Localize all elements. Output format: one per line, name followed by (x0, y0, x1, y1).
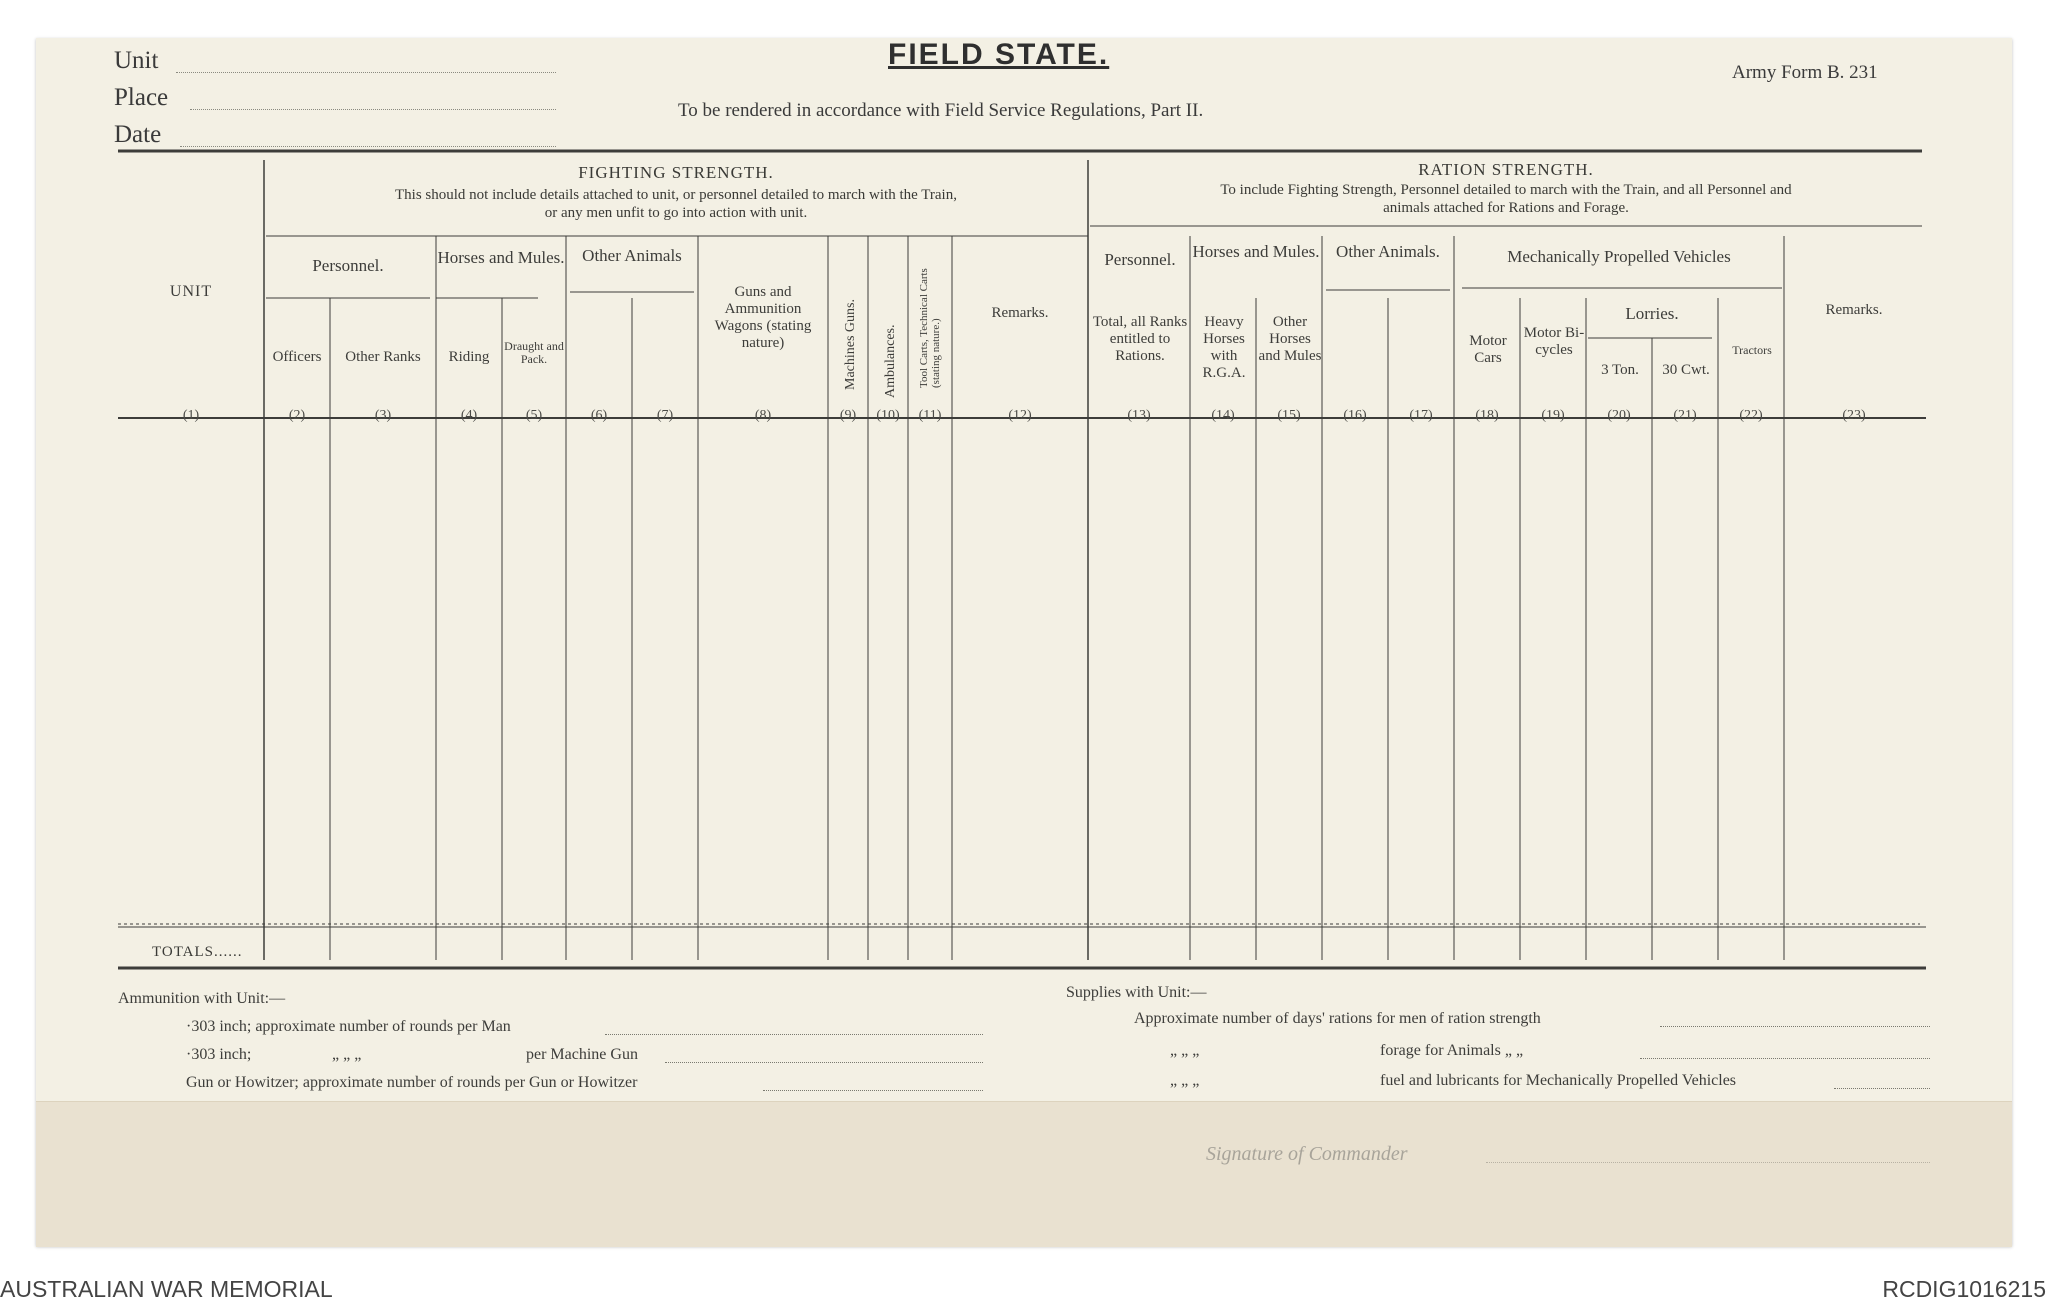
column-number: (10) (876, 408, 900, 423)
mech-vehicles-group-header: Mechanically Propelled Vehicles (1507, 247, 1731, 266)
other-horses-column-header: Other Horses and Mules (1258, 314, 1322, 364)
other-ranks-column-header: Other Ranks (345, 349, 421, 365)
remarks-ration-column-header: Remarks. (1825, 302, 1883, 318)
ammunition-title: Ammunition with Unit:— (118, 990, 286, 1007)
machine-guns-column-header: Machines Guns. (843, 299, 858, 390)
ammo-per-man-field[interactable] (605, 1034, 983, 1035)
supplies-fuel-label: fuel and lubricants for Mechanically Propelled Vehicles (1380, 1072, 1737, 1089)
place-label: Place (114, 84, 169, 111)
motor-bicycles-column-header: Motor Bi- cycles (1523, 325, 1585, 358)
fighting-strength-title: FIGHTING STRENGTH. (578, 163, 774, 182)
supplies-ditto-1: „ „ „ (1170, 1042, 1200, 1059)
column-number: (16) (1343, 408, 1367, 423)
supplies-title: Supplies with Unit:— (1066, 984, 1207, 1001)
column-number: (8) (754, 408, 772, 423)
remarks-column-header: Remarks. (991, 305, 1049, 321)
column-number: (13) (1127, 408, 1151, 423)
signature-label: Signature of Commander (1206, 1143, 1408, 1165)
ammo-gun-label: Gun or Howitzer; approximate number of rounds per Gun or Howitzer (186, 1074, 638, 1091)
supplies-ditto-2: „ „ „ (1170, 1072, 1200, 1089)
other-animals-ration-group-header: Other Animals. (1336, 242, 1440, 261)
unit-column-header: UNIT (169, 283, 213, 300)
supplies-fuel-field[interactable] (1834, 1088, 1930, 1089)
column-number: (7) (656, 408, 674, 423)
ammo-mg-ditto: „ „ „ (332, 1046, 362, 1063)
officers-column-header: Officers (272, 349, 322, 365)
tractors-column-header: Tractors (1732, 343, 1772, 357)
column-number: (20) (1607, 408, 1631, 423)
column-number: (22) (1739, 408, 1763, 423)
signature-field[interactable] (1486, 1162, 1930, 1163)
machine-guns-column-header-cell (836, 270, 866, 390)
draught-pack-column-header: Draught and Pack. (504, 339, 564, 366)
tool-carts-column-header: Tool Carts, Technical Carts (stating nature.) (918, 268, 942, 388)
guns-ammunition-column-header: Guns and Ammunition Wagons (stating nature) (714, 284, 812, 351)
ammo-per-mg-field[interactable] (665, 1062, 983, 1063)
supplies-rations-label: Approximate number of days' rations for men of ration strength (1134, 1010, 1541, 1027)
heavy-horses-column-header: Heavy Horses with R.G.A. (1202, 314, 1246, 381)
thirty-cwt-column-header: 30 Cwt. (1662, 362, 1710, 378)
column-number: (18) (1475, 408, 1499, 423)
column-number: (17) (1409, 408, 1433, 423)
supplies-forage-field[interactable] (1640, 1058, 1930, 1059)
ration-strength-note-1: To include Fighting Strength, Personnel detailed to march with the Train, and all Personnel and (1220, 182, 1792, 198)
tape-strip (36, 1101, 2012, 1247)
form-number: Army Form B. 231 (1732, 62, 1878, 83)
personnel-group-header: Personnel. (312, 256, 384, 275)
horses-mules-ration-group-header: Horses and Mules. (1192, 242, 1320, 261)
column-number: (14) (1211, 408, 1235, 423)
fighting-strength-note-1: This should not include details attached to unit, or personnel detailed to march with the Train, (395, 187, 957, 203)
column-number: (6) (590, 408, 608, 423)
column-number: (2) (288, 408, 306, 423)
column-number: (3) (374, 408, 392, 423)
column-number: (9) (839, 408, 857, 423)
fighting-strength-note-2: or any men unfit to go into action with unit. (544, 205, 808, 221)
riding-column-header: Riding (448, 349, 490, 365)
supplies-rations-field[interactable] (1660, 1026, 1930, 1027)
archive-reference: RCDIG1016215 (1882, 1276, 2046, 1302)
ammo-mg-label-a: ·303 inch; (186, 1046, 252, 1063)
column-number: (21) (1673, 408, 1697, 423)
personnel-ration-group-header: Personnel. (1104, 250, 1176, 269)
column-number: (1) (182, 408, 200, 423)
column-number: (4) (460, 408, 478, 423)
ammo-per-gun-field[interactable] (763, 1090, 983, 1091)
unit-label: Unit (114, 47, 159, 74)
supplies-forage-label: forage for Animals „ „ (1380, 1042, 1524, 1059)
ration-strength-title: RATION STRENGTH. (1418, 160, 1594, 179)
totals-label: TOTALS...... (152, 944, 243, 960)
horses-mules-group-header: Horses and Mules. (437, 248, 565, 267)
column-number: (19) (1541, 408, 1565, 423)
archive-caption: AUSTRALIAN WAR MEMORIAL (0, 1276, 333, 1302)
ammo-mg-label-b: per Machine Gun (526, 1046, 638, 1063)
column-number: (12) (1008, 408, 1032, 423)
column-number: (5) (525, 408, 543, 423)
ambulances-column-header-cell (876, 288, 906, 398)
total-ranks-column-header: Total, all Ranks entitled to Rations. (1092, 314, 1188, 364)
date-label: Date (114, 121, 162, 148)
column-number: (15) (1277, 408, 1301, 423)
ambulances-column-header: Ambulances. (883, 324, 898, 398)
motor-cars-column-header: Motor Cars (1469, 333, 1507, 366)
lorries-group-header: Lorries. (1625, 304, 1679, 323)
tool-carts-column-header-cell (910, 248, 950, 398)
column-number: (23) (1842, 408, 1866, 423)
ration-strength-note-2: animals attached for Rations and Forage. (1383, 200, 1629, 216)
column-number: (11) (918, 408, 942, 423)
form-title: FIELD STATE. (888, 38, 1110, 71)
three-ton-column-header: 3 Ton. (1601, 362, 1639, 378)
other-animals-group-header: Other Animals (582, 246, 682, 265)
form-subtitle: To be rendered in accordance with Field Service Regulations, Part II. (678, 100, 1204, 121)
ammo-per-man-label: ·303 inch; approximate number of rounds per Man (186, 1018, 511, 1035)
